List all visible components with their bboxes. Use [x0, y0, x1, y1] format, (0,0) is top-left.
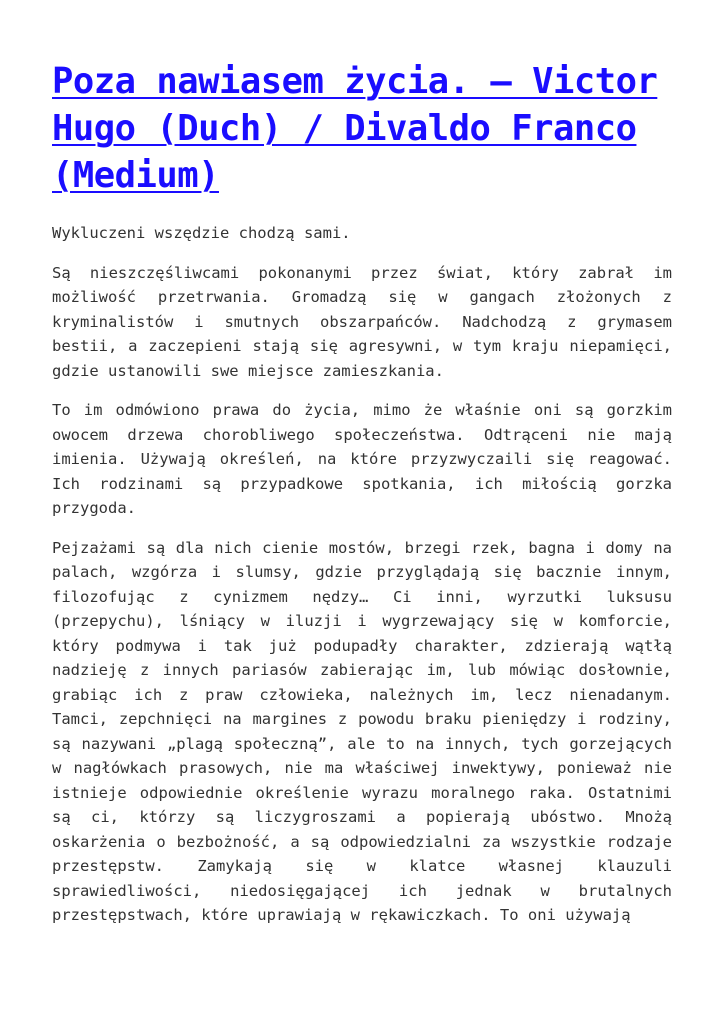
article-title-link[interactable]: Poza nawiasem życia. – Victor Hugo (Duch) / Divaldo Franco (Medium): [52, 61, 658, 196]
article: [52, 58, 672, 943]
article-title: [52, 58, 672, 199]
paragraph-4: Pejzażami są dla nich cienie mostów, brzegi rzek, bagna i domy na palach, wzgórza i slumsy, gdzie przyglądają się bacznie innym, filozofując z cynizmem nędzy… Ci inni, wyrzutki luksusu (przepychu), lśniący w iluzji i wygrzewający się w komforcie, który podmywa i tak już podupadły charakter, zdzierają wątłą nadzieję z innych pariasów zabierając im, lub mówiąc dosłownie, grabiąc ich z praw człowieka, należnych im, lecz nienadanym. Tamci, zepchnięci na margines z powodu braku pieniędzy i rodziny, są nazywani „plagą społeczną”, ale to na innych, tych gorzejących w nagłówkach prasowych, nie ma właściwej inwektywy, ponieważ nie istnieje odpowiednie określenie wyrazu moralnego raka. Ostatnimi są ci, którzy są liczygroszami a popierają ubóstwo. Mnożą oskarżenia o bezbożność, a są odpowiedzialni za wszystkie rodzaje przestępstw. Zamykają się w klatce własnej klauzuli sprawiedliwości, niedosięgającej ich jednak w brutalnych przestępstwach, które uprawiają w rękawiczkach. To oni używają: [52, 538, 672, 924]
paragraph-2: Są nieszczęśliwcami pokonanymi przez świat, który zabrał im możliwość przetrwania. Gromadzą się w gangach złożonych z kryminalistów i smutnych obszarpańców. Nadchodzą z grymasem bestii, a zaczepieni stają się agresywni, w tym kraju niepamięci, gdzie ustanowili swe miejsce zamieszkania.: [52, 263, 672, 380]
article-body: [52, 221, 672, 928]
paragraph-1: Wykluczeni wszędzie chodzą sami.: [52, 224, 351, 242]
paragraph-3: To im odmówiono prawa do życia, mimo że właśnie oni są gorzkim owocem drzewa chorobliwego społeczeństwa. Odtrąceni nie mają imienia. Używają określeń, na które przyzwyczaili się reagować. Ich rodzinami są przypadkowe spotkania, ich miłością gorzka przygoda.: [52, 401, 672, 517]
